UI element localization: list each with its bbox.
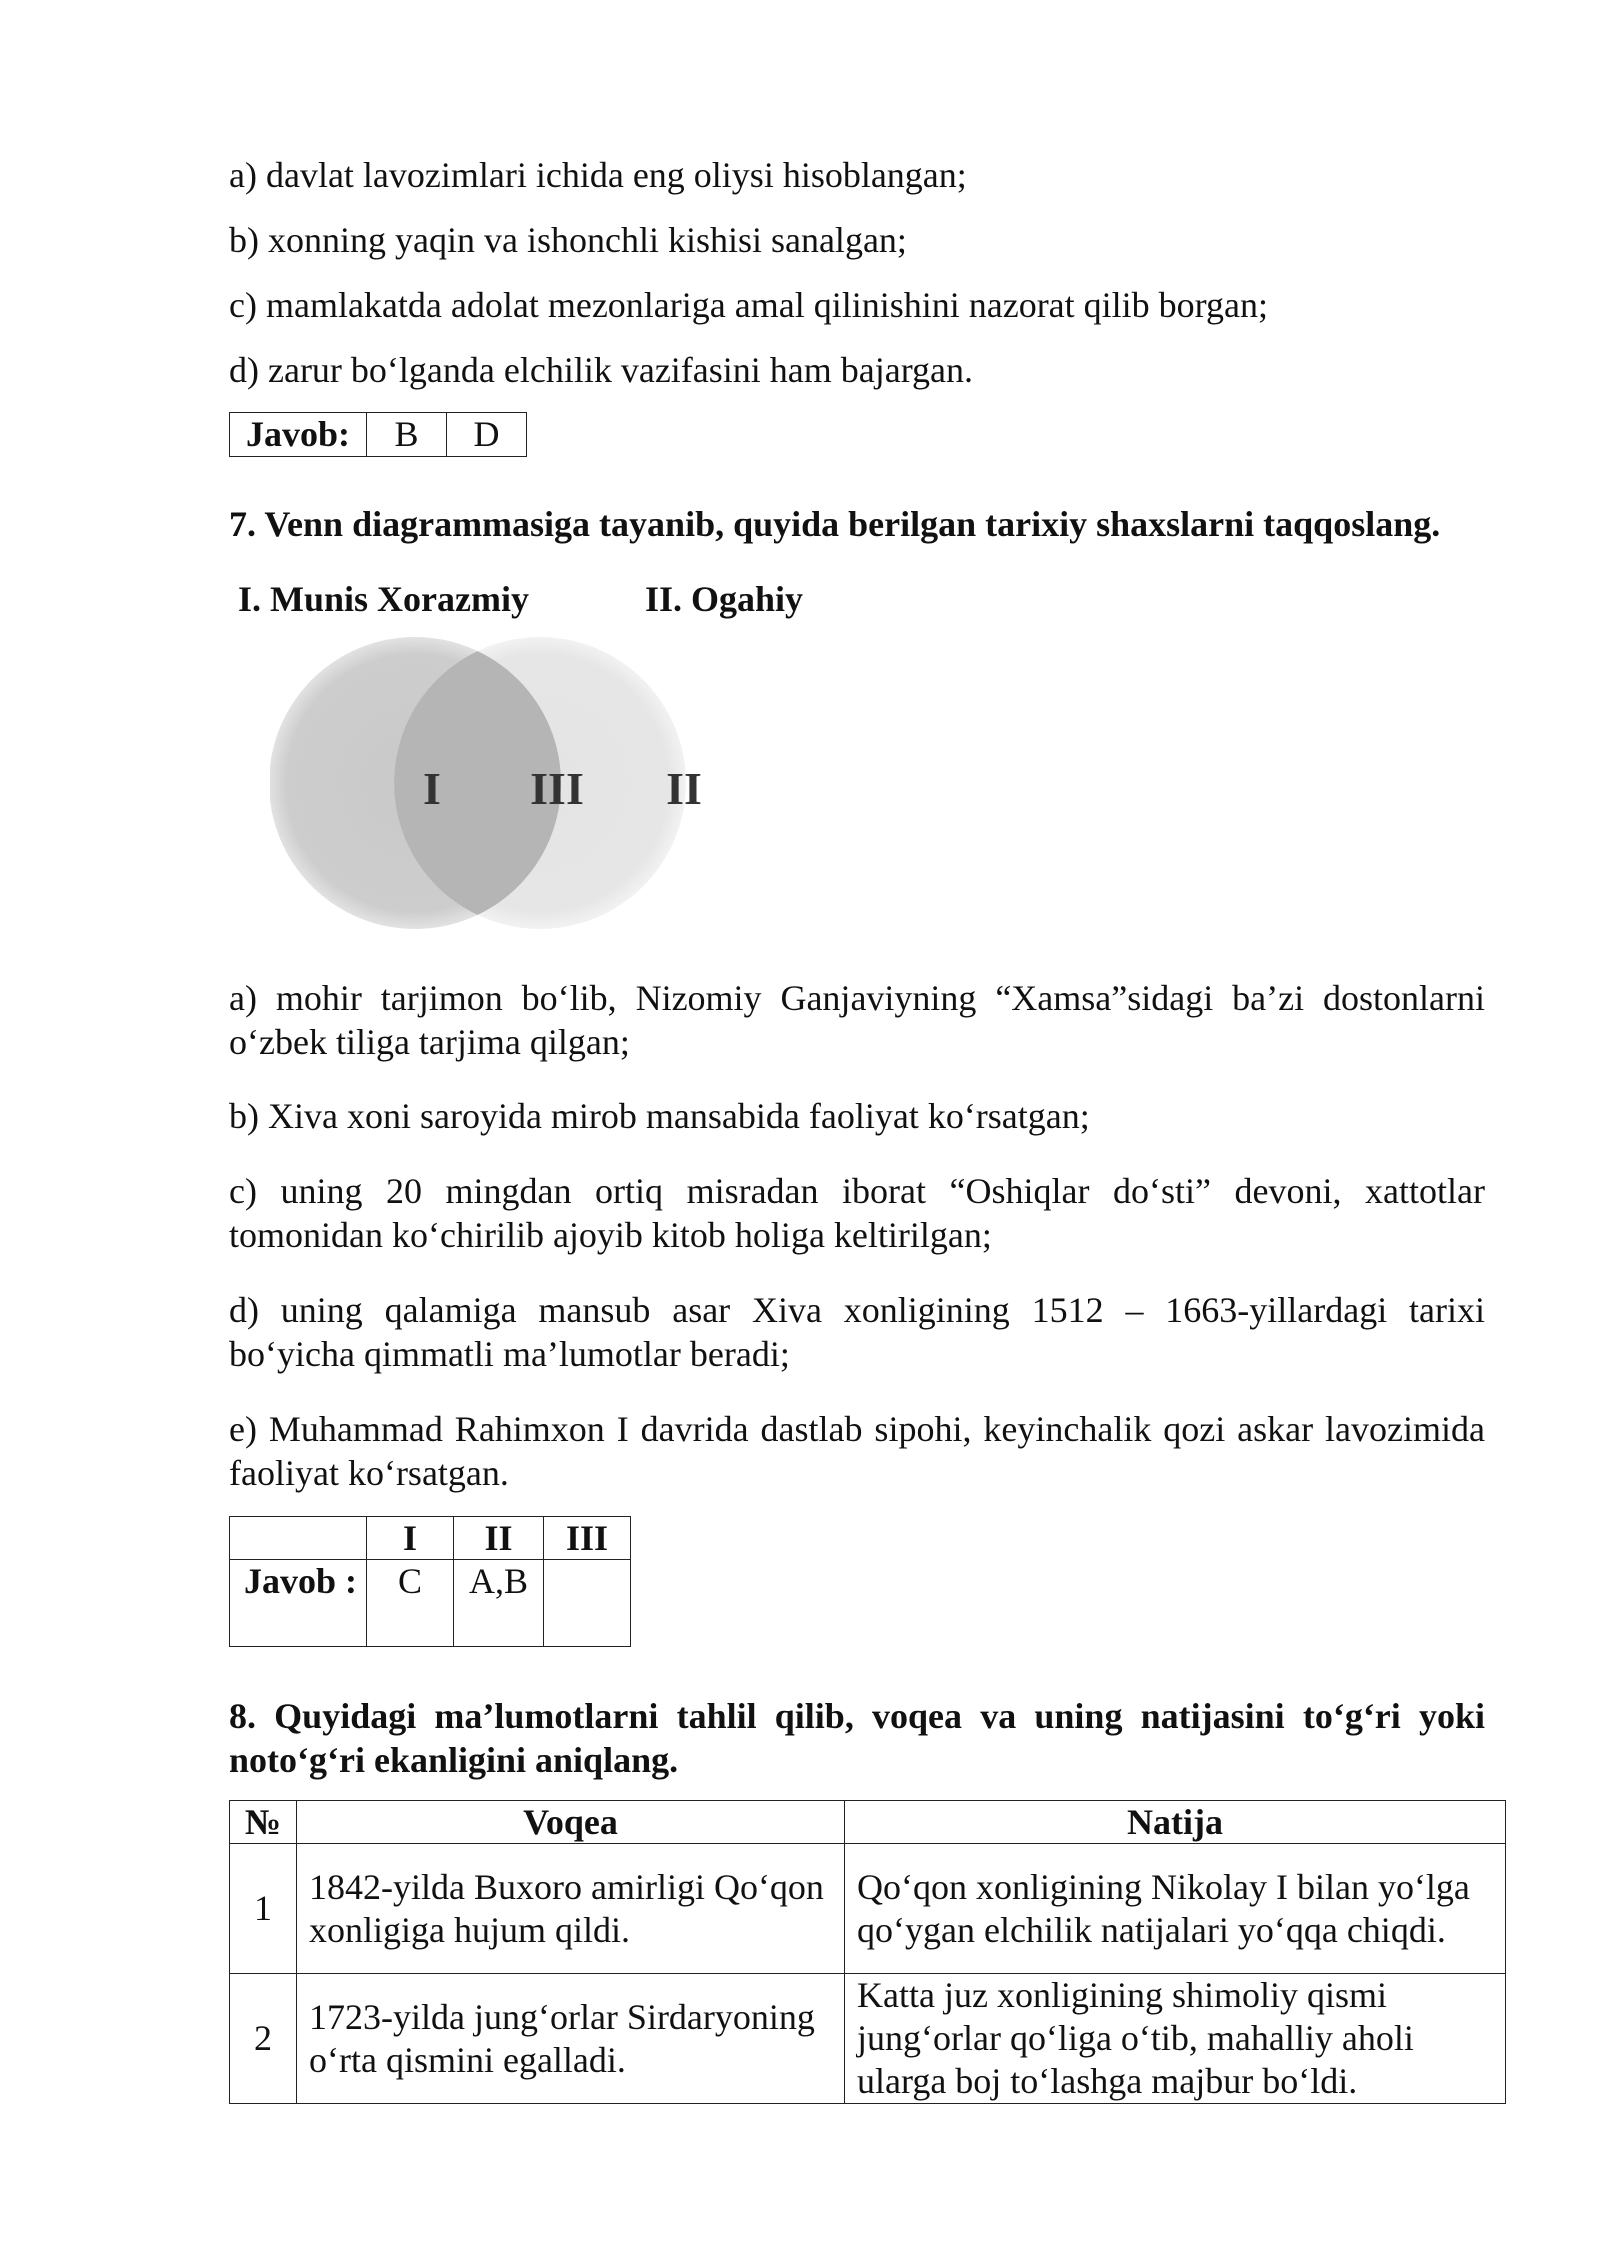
venn-label-middle: III <box>530 763 584 814</box>
q7-answer-cell: A,B <box>454 1560 544 1647</box>
q7-option-a: a) mohir tarjimon bo‘lib, Nizomiy Ganjaviyning “Xamsa”sidagi ba’zi dostonlarni o‘zbek tiliga tarjima qilgan; <box>229 978 1485 1062</box>
q8-row-num: 2 <box>230 1974 297 2104</box>
table-row <box>230 1844 1506 1974</box>
q8-events-table <box>229 1800 1506 2104</box>
venn-person2-label: II. Ogahiy <box>645 579 804 619</box>
q8-header-num: № <box>230 1801 297 1844</box>
q6-option-a: a) davlat lavozimlari ichida eng oliysi hisoblangan; <box>229 155 967 195</box>
q7-answer-cell: C <box>367 1560 454 1647</box>
q6-option-d: d) zarur bo‘lganda elchilik vazifasini ham bajargan. <box>229 350 974 390</box>
q7-answer-table <box>229 1516 631 1647</box>
q6-option-b: b) xonning yaqin va ishonchli kishisi sanalgan; <box>229 220 907 260</box>
q7-option-b: b) Xiva xoni saroyida mirob mansabida faoliyat ko‘rsatgan; <box>229 1096 1090 1136</box>
q7-answer-header: II <box>454 1517 544 1560</box>
venn-diagram <box>270 615 850 945</box>
q7-answer-header: III <box>544 1517 631 1560</box>
q8-row-voqea: 1842-yilda Buxoro amirligi Qo‘qon xonligiga hujum qildi. <box>297 1844 845 1974</box>
venn-person1-label: I. Munis Xorazmiy <box>238 579 529 619</box>
q7-option-e: e) Muhammad Rahimxon I davrida dastlab sipohi, keyinchalik qozi askar lavozimida faoliyat ko‘rsatgan. <box>229 1409 1485 1493</box>
q6-answer-cell: D <box>447 413 527 457</box>
q6-answer-cell: B <box>367 413 447 457</box>
q8-title: 8. Quyidagi ma’lumotlarni tahlil qilib, voqea va uning natijasini to‘g‘ri yoki noto‘g‘ri ekanligini aniqlang. <box>229 1696 1485 1780</box>
q7-answer-label: Javob : <box>230 1560 367 1647</box>
q6-option-c: c) mamlakatda adolat mezonlariga amal qilinishini nazorat qilib borgan; <box>229 285 1268 325</box>
q7-title: 7. Venn diagrammasiga tayanib, quyida berilgan tarixiy shaxslarni taqqoslang. <box>229 504 1441 544</box>
q7-option-c: c) uning 20 mingdan ortiq misradan iborat “Oshiqlar do‘sti” devoni, xattotlar tomonidan ko‘chirilib ajoyib kitob holiga keltirilgan; <box>229 1171 1485 1255</box>
venn-label-left: I <box>423 763 441 814</box>
q7-answer-cell <box>544 1560 631 1647</box>
q6-answer-table <box>229 412 527 457</box>
table-row <box>230 1974 1506 2104</box>
q7-answer-header: I <box>367 1517 454 1560</box>
q8-row-natija: Qo‘qon xonligining Nikolay I bilan yo‘lga qo‘ygan elchilik natijalari yo‘qqa chiqdi. <box>845 1844 1506 1974</box>
q7-option-d: d) uning qalamiga mansub asar Xiva xonligining 1512 – 1663-yillardagi tarixi bo‘yicha qimmatli ma’lumotlar beradi; <box>229 1290 1485 1374</box>
q6-answer-label: Javob: <box>230 413 367 457</box>
venn-label-right: II <box>666 763 702 814</box>
q8-row-natija: Katta juz xonligining shimoliy qismi jung‘orlar qo‘liga o‘tib, mahalliy aholi ularga boj to‘lashga majbur bo‘ldi. <box>845 1974 1506 2104</box>
q7-answer-corner <box>230 1517 367 1560</box>
q8-header-natija: Natija <box>845 1801 1506 1844</box>
q8-row-voqea: 1723-yilda jung‘orlar Sirdaryoning o‘rta qismini egalladi. <box>297 1974 845 2104</box>
q8-header-voqea: Voqea <box>297 1801 845 1844</box>
q8-row-num: 1 <box>230 1844 297 1974</box>
